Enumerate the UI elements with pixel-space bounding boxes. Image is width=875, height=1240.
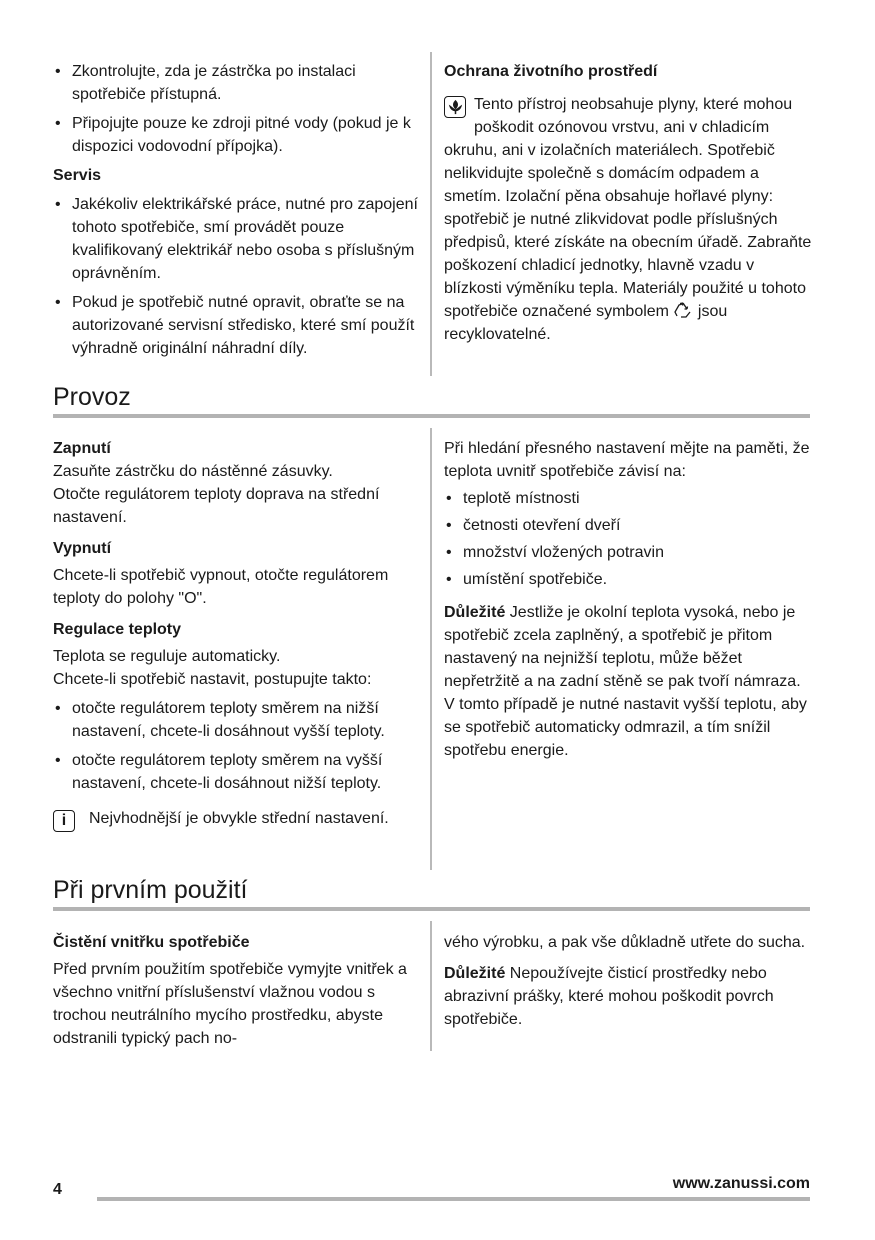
provoz-title: Provoz bbox=[53, 383, 131, 411]
vypnuti-text: Chcete-li spotřebič vypnout, otočte regulátorem teploty do polohy "O". bbox=[53, 567, 389, 607]
column-divider bbox=[430, 52, 432, 376]
install-bullets bbox=[53, 60, 418, 158]
recycle-icon bbox=[673, 301, 693, 319]
footer-rule bbox=[97, 1197, 810, 1201]
list-item: • Jakékoliv elektrikářské práce, nutné pro zapojení tohoto spotřebiče, smí provádět pouze kvalifikovaný elektrikář nebo osoba s příslušným oprávněním. bbox=[53, 193, 418, 285]
regulace-line1: Teplota se reguluje automaticky. bbox=[53, 648, 281, 665]
list-item: • Připojujte pouze ke zdroji pitné vody (pokud je k dispozici vodovodní přípojka). bbox=[53, 112, 418, 158]
column-divider bbox=[430, 921, 432, 1051]
important-text: Jestliže je okolní teplota vysoká, nebo je spotřebič zcela zaplněný, a spotřebič je přitom nastavený na nejnižší teplotu, může běžet nepřetržitě a na zadní stěně se pak tvoří námraza. V tomto případě je nutné nastavit vyšší teplotu, aby se spotřebič automaticky odmrazil, a tím snížil spotřebu energie. bbox=[444, 604, 807, 759]
first-use-left-column bbox=[53, 931, 418, 1050]
regulace-bullets bbox=[53, 697, 418, 795]
list-item: • umístění spotřebiče. bbox=[444, 568, 814, 591]
cleaning-text: Před prvním použitím spotřebiče vymyjte vnitřek a všechno vnitřní příslušenství vlažnou vodou s trochou neutrálního mycího prostředku, abyste odstranili typický pach no- bbox=[53, 961, 407, 1047]
important-label: Důležité bbox=[444, 604, 506, 621]
regulace-line2: Chcete-li spotřebič nastavit, postupujte takto: bbox=[53, 671, 372, 688]
section-rule bbox=[53, 907, 810, 911]
zapnuti-line2: Otočte regulátorem teploty doprava na střední nastavení. bbox=[53, 486, 380, 526]
environment-heading: Ochrana životního prostředí bbox=[444, 63, 658, 80]
important-label: Důležité bbox=[444, 965, 506, 982]
temperature-intro: Při hledání přesného nastavení mějte na paměti, že teplota uvnitř spotřebiče závisí na: bbox=[444, 440, 810, 480]
top-left-column bbox=[53, 60, 418, 366]
environment-text-part1: Tento přístroj neobsahuje plyny, které mohou poškodit ozónovou vrstvu, ani v chladicím okruhu, ani v izolačních materiálech. Spotřebič nelikvidujte společně s domácím odpadem a smetím. Izolační pěna obsahuje hořlavé plyny: spotřebič je nutné zlikvidovat podle příslušných předpisů, které získáte na obecním úřadě. Zabraňte poškození chladicí jednotky, hlavně vzadu v blízkosti výměníku tepla. Materiály použité u tohoto spotřebiče označené symbolem bbox=[444, 96, 812, 320]
list-item: • teplotě místnosti bbox=[444, 487, 814, 510]
important-note bbox=[444, 601, 814, 762]
provoz-left-column bbox=[53, 437, 418, 832]
list-item: • Pokud je spotřebič nutné opravit, obraťte se na autorizované servisní středisko, které smí použít výhradně originální náhradní díly. bbox=[53, 291, 418, 360]
environment-text-part2: jsou recyklovatelné. bbox=[444, 303, 728, 343]
info-note bbox=[53, 807, 418, 832]
info-icon: i bbox=[53, 810, 75, 832]
first-use-right-column bbox=[444, 931, 814, 1031]
cleaning-heading: Čistění vnitřku spotřebiče bbox=[53, 934, 250, 951]
servis-bullets bbox=[53, 193, 418, 360]
servis-heading: Servis bbox=[53, 167, 102, 184]
important-text: Nepoužívejte čisticí prostředky nebo abrazivní prášky, které mohou poškodit povrch spotřebiče. bbox=[444, 965, 774, 1028]
info-text: Nejvhodnější je obvykle střední nastavení. bbox=[89, 810, 389, 827]
zapnuti-heading: Zapnutí bbox=[53, 440, 111, 457]
website-link[interactable]: www.zanussi.com bbox=[672, 1175, 810, 1192]
important-note bbox=[444, 962, 814, 1031]
section-rule bbox=[53, 414, 810, 418]
list-item: • otočte regulátorem teploty směrem na vyšší nastavení, chcete-li dosáhnout nižší teploty. bbox=[53, 749, 418, 795]
column-divider bbox=[430, 428, 432, 870]
vypnuti-heading: Vypnutí bbox=[53, 540, 112, 557]
temperature-factors bbox=[444, 487, 814, 591]
cleaning-text-continued: vého výrobku, a pak vše důkladně utřete do sucha. bbox=[444, 934, 806, 951]
list-item: • Zkontrolujte, zda je zástrčka po instalaci spotřebiče přístupná. bbox=[53, 60, 418, 106]
list-item: • četnosti otevření dveří bbox=[444, 514, 814, 537]
zapnuti-line1: Zasuňte zástrčku do nástěnné zásuvky. bbox=[53, 463, 333, 480]
list-item: • otočte regulátorem teploty směrem na nižší nastavení, chcete-li dosáhnout vyšší teploty. bbox=[53, 697, 418, 743]
provoz-right-column bbox=[444, 437, 814, 762]
regulace-heading: Regulace teploty bbox=[53, 621, 182, 638]
top-right-column bbox=[444, 60, 814, 346]
first-use-title: Při prvním použití bbox=[53, 876, 248, 904]
list-item: • množství vložených potravin bbox=[444, 541, 814, 564]
environment-icon bbox=[444, 96, 466, 118]
environment-text bbox=[444, 93, 814, 346]
page-number: 4 bbox=[53, 1181, 62, 1198]
